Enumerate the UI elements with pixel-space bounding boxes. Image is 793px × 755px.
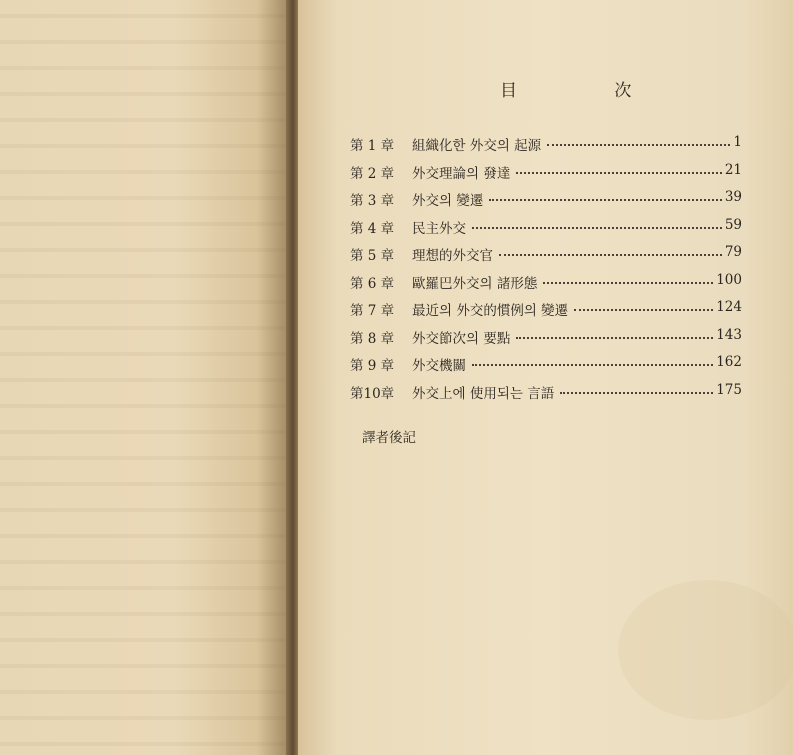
toc-chapter-number: 第 5 章 <box>350 248 395 264</box>
toc-chapter-number: 第 9 章 <box>350 358 395 374</box>
toc-page-number: 1 <box>733 134 742 150</box>
toc-entry <box>350 162 742 182</box>
toc-chapter-number: 第 2 章 <box>350 165 395 182</box>
toc-chapter-number: 第 3 章 <box>350 193 395 209</box>
toc-dot-leader <box>472 364 713 366</box>
toc-chapter-number: 第 4 章 <box>350 220 395 237</box>
toc-page-number: 59 <box>724 216 742 233</box>
toc-entry <box>350 327 742 347</box>
toc-chapter-number: 第 1 章 <box>350 138 395 154</box>
toc-dot-leader <box>547 144 730 146</box>
toc-dot-leader <box>516 337 713 339</box>
toc-dot-leader <box>472 227 722 229</box>
toc-entry <box>350 189 742 209</box>
toc-chapter-title: 組織化한 外交의 起源 <box>412 138 542 154</box>
right-page <box>298 0 793 755</box>
toc-chapter-title: 外交機關 <box>412 358 466 374</box>
toc-page-number: 79 <box>724 244 742 260</box>
toc-chapter-number: 第 8 章 <box>350 330 395 347</box>
toc-page-number: 143 <box>716 326 742 343</box>
toc-page-number: 175 <box>716 381 742 398</box>
toc-chapter-number: 第10章 <box>350 385 395 402</box>
toc-dot-leader <box>499 254 722 256</box>
toc-dot-leader <box>543 282 713 284</box>
toc-chapter-title: 外交上에 使用되는 言語 <box>412 385 555 402</box>
toc-chapter-title: 歐羅巴外交의 諸形態 <box>412 275 538 292</box>
toc-chapter-number: 第 7 章 <box>350 303 395 319</box>
toc-chapter-number: 第 6 章 <box>350 275 395 292</box>
toc-entry <box>350 217 742 237</box>
toc-page-number: 100 <box>716 271 742 288</box>
toc-title: 目 次 <box>500 81 678 101</box>
toc-chapter-title: 外交理論의 發達 <box>412 165 511 182</box>
toc-dot-leader <box>489 199 722 201</box>
toc-entry <box>350 244 742 264</box>
toc-dot-leader <box>574 309 713 311</box>
toc-chapter-title: 理想的外交官 <box>412 248 493 264</box>
show-through-text <box>0 0 292 755</box>
toc-chapter-title: 外交의 變遷 <box>412 193 484 209</box>
toc-entry <box>350 382 742 402</box>
left-page <box>0 0 292 755</box>
toc-dot-leader <box>560 392 713 394</box>
toc-page-number: 21 <box>724 161 742 178</box>
toc-dot-leader <box>516 172 722 174</box>
toc-page-number: 162 <box>716 354 742 370</box>
toc-entry <box>350 299 742 319</box>
paper-stain <box>618 580 793 720</box>
toc-chapter-title: 最近의 外交的慣例의 變遷 <box>412 303 569 319</box>
toc-afterword: 譯者後記 <box>362 430 416 446</box>
toc-entry <box>350 272 742 292</box>
toc-entry <box>350 354 742 374</box>
toc-page-number: 124 <box>716 299 742 315</box>
toc-chapter-title: 外交節次의 要點 <box>412 330 511 347</box>
toc-chapter-title: 民主外交 <box>412 220 466 237</box>
toc-entry <box>350 134 742 154</box>
toc-page-number: 39 <box>724 189 742 205</box>
